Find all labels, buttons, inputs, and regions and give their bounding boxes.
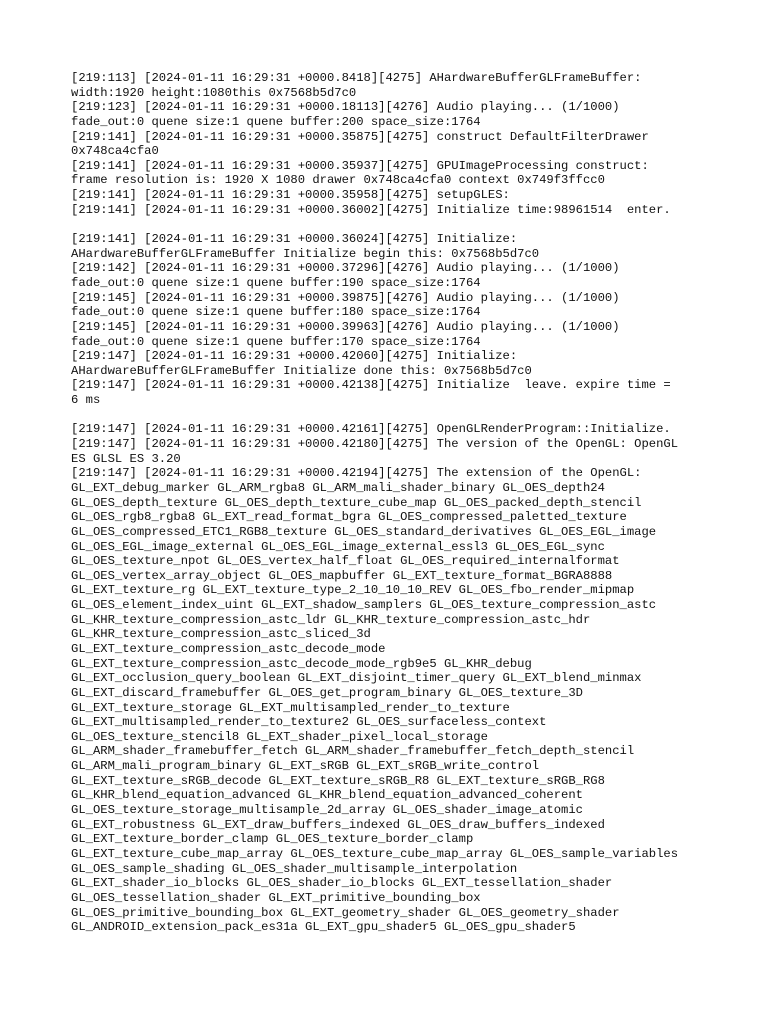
- log-line: GL_OES_texture_storage_multisample_2d_array GL_OES_shader_image_atomic: [71, 803, 583, 818]
- log-line: GL_KHR_blend_equation_advanced GL_KHR_blend_equation_advanced_coherent: [71, 788, 583, 803]
- log-line: GL_OES_rgb8_rgba8 GL_EXT_read_format_bgra GL_OES_compressed_paletted_texture: [71, 510, 627, 525]
- log-line: GL_EXT_texture_sRGB_decode GL_EXT_texture_sRGB_R8 GL_EXT_texture_sRGB_RG8: [71, 773, 605, 788]
- log-line: [219:147] [2024-01-11 16:29:31 +0000.42194][4275] The extension of the OpenGL:: [71, 466, 642, 481]
- log-line: [219:147] [2024-01-11 16:29:31 +0000.42161][4275] OpenGLRenderProgram::Initialize.: [71, 422, 671, 437]
- log-line: [219:145] [2024-01-11 16:29:31 +0000.39875][4276] Audio playing... (1/1000): [71, 290, 620, 305]
- log-line: [219:123] [2024-01-11 16:29:31 +0000.18113][4276] Audio playing... (1/1000): [71, 100, 620, 115]
- log-line: GL_EXT_texture_storage GL_EXT_multisampled_render_to_texture: [71, 700, 510, 715]
- log-line: GL_ARM_shader_framebuffer_fetch GL_ARM_shader_framebuffer_fetch_depth_stencil: [71, 744, 635, 759]
- log-line: [219:141] [2024-01-11 16:29:31 +0000.35958][4275] setupGLES:: [71, 188, 510, 203]
- log-line: AHardwareBufferGLFrameBuffer Initialize begin this: 0x7568b5d7c0: [71, 246, 540, 261]
- log-line: GL_EXT_discard_framebuffer GL_OES_get_program_binary GL_OES_texture_3D: [71, 685, 583, 700]
- log-line: fade_out:0 quene size:1 quene buffer:200 space_size:1764: [71, 114, 481, 129]
- log-line: GL_EXT_debug_marker GL_ARM_rgba8 GL_ARM_mali_shader_binary GL_OES_depth24: [71, 480, 605, 495]
- log-line: [219:141] [2024-01-11 16:29:31 +0000.35937][4275] GPUImageProcessing construct:: [71, 158, 649, 173]
- log-line: [219:142] [2024-01-11 16:29:31 +0000.37296][4276] Audio playing... (1/1000): [71, 261, 620, 276]
- log-line: GL_EXT_texture_border_clamp GL_OES_texture_border_clamp: [71, 832, 474, 847]
- log-line: GL_OES_depth_texture GL_OES_depth_texture_cube_map GL_OES_packed_depth_stencil: [71, 495, 642, 510]
- log-line: GL_OES_primitive_bounding_box GL_EXT_geometry_shader GL_OES_geometry_shader: [71, 905, 620, 920]
- log-line: GL_EXT_texture_compression_astc_decode_mode_rgb9e5 GL_KHR_debug: [71, 656, 532, 671]
- log-line: width:1920 height:1080this 0x7568b5d7c0: [71, 85, 357, 100]
- log-line: [219:141] [2024-01-11 16:29:31 +0000.36024][4275] Initialize:: [71, 232, 518, 247]
- log-line: [219:147] [2024-01-11 16:29:31 +0000.42138][4275] Initialize leave. expire time =: [71, 378, 671, 393]
- log-line: fade_out:0 quene size:1 quene buffer:170 space_size:1764: [71, 334, 481, 349]
- log-line: fade_out:0 quene size:1 quene buffer:190 space_size:1764: [71, 275, 481, 290]
- log-line: GL_OES_sample_shading GL_OES_shader_multisample_interpolation: [71, 861, 518, 876]
- log-line: [219:147] [2024-01-11 16:29:31 +0000.42060][4275] Initialize:: [71, 349, 518, 364]
- log-line: [219:147] [2024-01-11 16:29:31 +0000.42180][4275] The version of the OpenGL: OpenGL: [71, 437, 679, 452]
- log-line: GL_EXT_shader_io_blocks GL_OES_shader_io_blocks GL_EXT_tessellation_shader: [71, 876, 613, 891]
- log-line: [219:141] [2024-01-11 16:29:31 +0000.35875][4275] construct DefaultFilterDrawer: [71, 129, 649, 144]
- log-line: AHardwareBufferGLFrameBuffer Initialize done this: 0x7568b5d7c0: [71, 363, 532, 378]
- log-line: GL_EXT_texture_compression_astc_decode_mode: [71, 641, 386, 656]
- log-line: 6 ms: [71, 393, 101, 408]
- log-line: [219:113] [2024-01-11 16:29:31 +0000.8418][4275] AHardwareBufferGLFrameBuffer:: [71, 71, 642, 85]
- log-line: [219:145] [2024-01-11 16:29:31 +0000.39963][4276] Audio playing... (1/1000): [71, 319, 620, 334]
- log-line: GL_KHR_texture_compression_astc_sliced_3d: [71, 627, 371, 642]
- log-line: GL_OES_EGL_image_external GL_OES_EGL_image_external_essl3 GL_OES_EGL_sync: [71, 539, 605, 554]
- log-line: GL_OES_element_index_uint GL_EXT_shadow_samplers GL_OES_texture_compression_astc: [71, 598, 657, 613]
- log-line: GL_KHR_texture_compression_astc_ldr GL_KHR_texture_compression_astc_hdr: [71, 612, 591, 627]
- log-line: [71, 217, 731, 232]
- log-line: GL_OES_vertex_array_object GL_OES_mapbuffer GL_EXT_texture_format_BGRA8888: [71, 568, 613, 583]
- log-line: frame resolution is: 1920 X 1080 drawer 0x748ca4cfa0 context 0x749f3ffcc0: [71, 173, 605, 188]
- log-line: GL_ARM_mali_program_binary GL_EXT_sRGB GL_EXT_sRGB_write_control: [71, 759, 540, 774]
- log-line: GL_OES_texture_stencil8 GL_EXT_shader_pixel_local_storage: [71, 729, 488, 744]
- log-line: GL_EXT_texture_rg GL_EXT_texture_type_2_10_10_10_REV GL_OES_fbo_render_mipmap: [71, 583, 635, 598]
- log-line: GL_EXT_texture_cube_map_array GL_OES_texture_cube_map_array GL_OES_sample_variables: [71, 846, 679, 861]
- log-line: GL_EXT_multisampled_render_to_texture2 GL_OES_surfaceless_context: [71, 715, 547, 730]
- log-line: GL_EXT_robustness GL_EXT_draw_buffers_indexed GL_OES_draw_buffers_indexed: [71, 817, 605, 832]
- log-line: [219:141] [2024-01-11 16:29:31 +0000.36002][4275] Initialize time:98961514 enter.: [71, 202, 671, 217]
- log-line: GL_ANDROID_extension_pack_es31a GL_EXT_gpu_shader5 GL_OES_gpu_shader5: [71, 920, 576, 935]
- log-line: GL_OES_texture_npot GL_OES_vertex_half_float GL_OES_required_internalformat: [71, 554, 620, 569]
- log-line: ES GLSL ES 3.20: [71, 451, 181, 466]
- log-line: GL_OES_tessellation_shader GL_EXT_primitive_bounding_box: [71, 890, 481, 905]
- log-document: [71, 71, 731, 935]
- log-line: fade_out:0 quene size:1 quene buffer:180 space_size:1764: [71, 305, 481, 320]
- log-line: [71, 408, 731, 423]
- log-line: GL_EXT_occlusion_query_boolean GL_EXT_disjoint_timer_query GL_EXT_blend_minmax: [71, 671, 642, 686]
- log-line: 0x748ca4cfa0: [71, 144, 159, 159]
- log-line: GL_OES_compressed_ETC1_RGB8_texture GL_OES_standard_derivatives GL_OES_EGL_image: [71, 524, 657, 539]
